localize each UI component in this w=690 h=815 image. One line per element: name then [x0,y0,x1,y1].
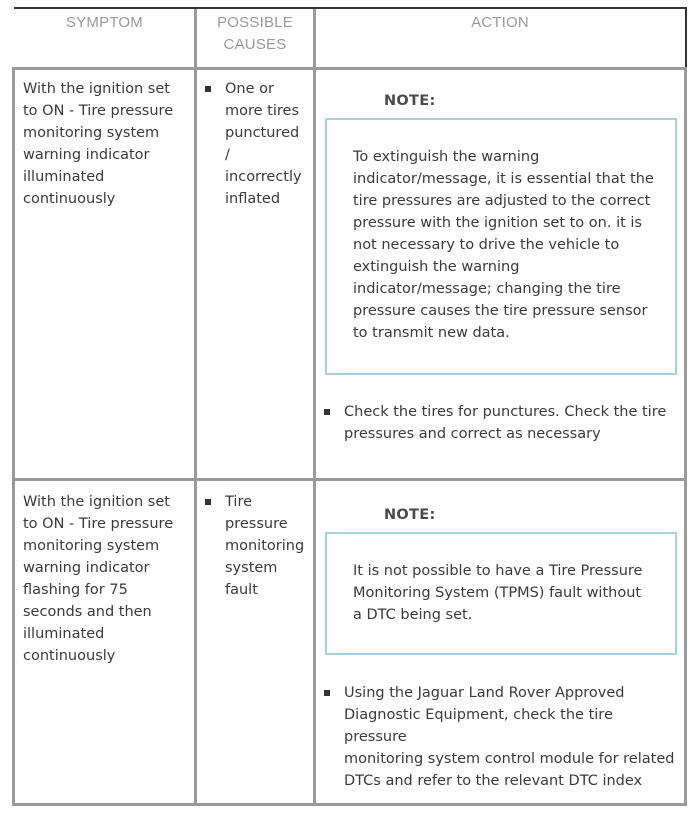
row1-cause-line: / [225,147,230,163]
row1-action-item [324,401,680,445]
header-possible-causes [197,12,313,56]
table-right-border [684,67,687,806]
row2-cause-line: pressure [225,516,288,532]
row1-symptom [23,78,193,210]
header-symptom-label: SYMPTOM [66,14,143,31]
row1-note-line: extinguish the warning [353,259,520,275]
table-top-border [14,7,687,9]
row2-cause-line: Tire [225,494,253,510]
row2-action-text [344,682,680,792]
row2-cause-line: monitoring [225,538,305,554]
header-action-label: ACTION [471,14,529,31]
row1-action-line: pressures and correct as necessary [344,426,601,442]
row1-symptom-line: illuminated [23,169,105,185]
column-divider-2 [313,9,316,806]
row2-symptom-line: continuously [23,648,116,664]
row1-note-line: To extinguish the warning [353,149,540,165]
row1-note-line: not necessary to drive the vehicle to [353,237,620,253]
bullet-icon [205,499,211,505]
header-causes-line2: CAUSES [223,36,287,53]
table-left-border [12,67,15,806]
row1-cause-line: punctured [225,125,300,141]
table-right-border-header [685,7,687,67]
column-divider-1 [194,9,197,806]
row2-action-line: Diagnostic Equipment, check the tire pressure [344,707,613,745]
row1-cause-line: more tires [225,103,300,119]
header-bottom-border [12,67,687,70]
row1-symptom-line: monitoring system [23,125,160,141]
row1-action-line: Check the tires for punctures. Check the tire [344,404,667,420]
row1-symptom-line: continuously [23,191,116,207]
row1-note-box [325,118,677,375]
row1-note-line: pressure causes the tire pressure sensor [353,303,648,319]
row2-symptom-line: illuminated [23,626,105,642]
row1-cause-line: One or [225,81,274,97]
row2-cause-item [205,491,310,601]
row2-note-box [325,532,677,655]
row2-note-line: a DTC being set. [353,607,473,623]
row2-symptom-line: monitoring system [23,538,160,554]
row1-note-line: indicator/message, it is essential that the [353,171,654,187]
row-divider [12,478,687,481]
row1-note-line: to transmit new data. [353,325,510,341]
row1-action-text [344,401,666,445]
header-causes-line1: POSSIBLE [217,14,293,31]
row1-note-line: indicator/message; changing the tire [353,281,621,297]
row1-cause-text [225,78,302,210]
row1-note-line: pressure with the ignition set to on. it is [353,215,642,231]
row2-action-line: DTCs and refer to the relevant DTC index [344,773,643,789]
bullet-icon [324,409,330,415]
row1-cause-item [205,78,310,210]
row2-symptom-line: With the ignition set [23,494,170,510]
row1-symptom-line: to ON - Tire pressure [23,103,174,119]
row1-symptom-line: warning indicator [23,147,150,163]
row2-cause-line: fault [225,582,258,598]
row2-action-item [324,682,680,792]
row2-cause-text [225,491,304,601]
table-bottom-border [12,803,687,806]
row2-action-line: monitoring system control module for related [344,751,675,767]
row1-note-line: tire pressures are adjusted to the correct [353,193,651,209]
row2-symptom-line: seconds and then [23,604,152,620]
row1-symptom-line: With the ignition set [23,81,170,97]
row2-note-line: It is not possible to have a Tire Pressure [353,563,643,579]
header-symptom [15,12,194,34]
row2-cause-line: system [225,560,278,576]
bullet-icon [324,690,330,696]
bullet-icon [205,86,211,92]
header-action [316,12,684,34]
row2-symptom-line: warning indicator [23,560,150,576]
row2-note-label: NOTE: [384,507,436,523]
row2-note-line: Monitoring System (TPMS) fault without [353,585,642,601]
row2-symptom-line: flashing for 75 [23,582,128,598]
row2-symptom-line: to ON - Tire pressure [23,516,174,532]
row1-note-label: NOTE: [384,93,436,109]
row1-cause-line: incorrectly [225,169,302,185]
row1-cause-line: inflated [225,191,281,207]
row2-symptom [23,491,193,667]
row2-action-line: Using the Jaguar Land Rover Approved [344,685,625,701]
